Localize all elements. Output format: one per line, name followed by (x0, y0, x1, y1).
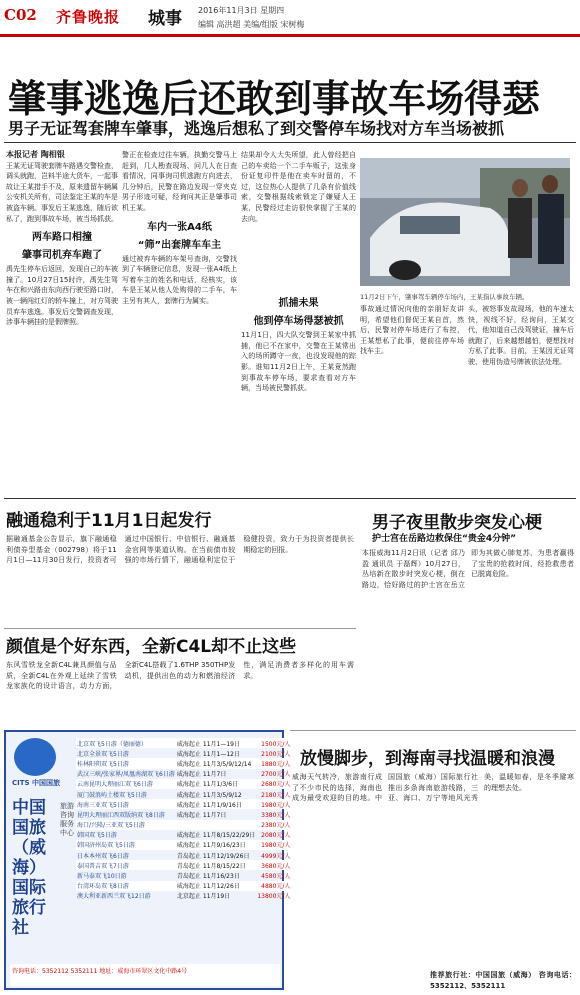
tour-cell: 2700元/人 (261, 771, 291, 779)
article-col-2 (122, 150, 237, 490)
tour-cell: 11月9/16/23日 (202, 842, 246, 850)
tour-cell: 威海起止 (176, 771, 201, 779)
photo-caption: 11月2日下午，肇事驾车辆停车场内，王某指认事故车辆。 (360, 293, 529, 301)
article-title: 放慢脚步，到海南寻找温暖和浪漫 (300, 749, 555, 769)
subheading: 抓捕未果 (278, 298, 319, 310)
paragraph: 王某无证驾驶套牌车路遇交警检查，调头就跑，岂料半途大货车，一起事故让王某措手不及，原来遗留车辆属公安机关所有，司法鉴定王某的车是被盗车辆。事发后王某逃逸，随后欲私了，跑到事故车场，被当场抓获。 (6, 161, 118, 223)
editor-credits: 编辑 高洪超 美编/组版 宋树梅 (198, 20, 305, 29)
tour-cell: 11月1—12日 (202, 750, 240, 758)
article-col-5 (468, 304, 574, 490)
travel-advertisement (4, 730, 291, 990)
newspaper-brand: 齐鲁晚报 (56, 8, 121, 26)
section-title: 城事 (148, 9, 182, 29)
tour-cell: 北京起止 (176, 893, 201, 901)
tour-cell: 威海起止 (176, 750, 201, 758)
tour-cell: 威海起止 (176, 760, 201, 768)
ad-service-label: 旅游咨询服务中心 (60, 802, 74, 837)
tour-cell: 昆明大理丽江西双版纳双飞8日游 (77, 811, 165, 819)
paragraph: 头，被怒事发故现场，他的车速太快，视线不好，经询问，王某交代，他知道自己没驾驶证，撞车后就跑了，后来越想越怕，便想找对方私了此事。目前，王某因无证驾驶、使用伪造号牌被依法处理。 (468, 305, 574, 366)
tour-row (76, 860, 291, 870)
page-header (0, 0, 580, 40)
tour-cell: 2380元/人 (261, 822, 291, 830)
tour-row (76, 850, 291, 860)
tour-cell: 11月1/3/6日 (202, 781, 239, 789)
tour-cell: 澳大利亚新西兰双飞12日游 (77, 893, 151, 901)
ad-brand: CITS 中国国旅 (12, 779, 60, 787)
tour-cell: 11月3/5/9/12/14 (202, 760, 252, 768)
tour-cell: 青岛起止 (176, 852, 201, 860)
divider (4, 498, 576, 499)
tour-cell: 1980元/人 (261, 842, 291, 850)
article-title: 男子夜里散步突发心梗 (372, 513, 542, 533)
subheading: 车内一张A4纸 (147, 221, 212, 233)
tour-cell: 威海起止 (176, 842, 201, 850)
tour-cell: 桂林阳朔双飞5日游 (77, 760, 129, 768)
tour-cell: 1880元/人 (261, 760, 291, 768)
paragraph: 禹先生停车后返回，发现自己的车被撞了。10月27日15时许，禹先生驾车在和兴路由东向西行驶至路口时，被一辆闯红灯的轿车撞上，对方驾驶员弃车逃逸。事发后交警调查发现，涉事车辆挂的是假牌照。 (6, 265, 118, 327)
page-number: C02 (4, 6, 37, 24)
tour-cell: 11月1—19日 (202, 740, 240, 748)
tour-cell: 2100元/人 (261, 750, 291, 758)
main-headline: 肇事逃逸后还敢到事故车场得瑟 (8, 77, 541, 121)
tour-cell: 2180元/人 (261, 791, 291, 799)
tour-cell: 11月1/9/16日 (202, 801, 242, 809)
tour-cell: 3380元/人 (261, 811, 291, 819)
tour-cell: 11月12/19/26日 (202, 852, 250, 860)
tour-cell: 4880元/人 (261, 883, 291, 891)
tour-cell: 威海起止 (176, 832, 201, 840)
tour-cell: 4999元/人 (261, 852, 291, 860)
article-body: 据融通基金公告显示，旗下融通稳利债券型基金（002798）将于11月1日—11月30日发行，投资者可通过中国银行、中信银行、融通基金官网等渠道认购。在当前债市较强的市场行情下，融通稳利定位于稳健投资，致力于为投资者提供长期稳定的回报。 (6, 535, 354, 565)
article-subtitle: 护士宫在岳路边救保住“贵金4分钟” (372, 534, 517, 544)
news-photo (360, 158, 570, 286)
divider (4, 628, 356, 629)
cits-logo-icon (14, 738, 56, 776)
issue-date: 2016年11月3日 星期四 (198, 6, 285, 15)
tour-cell: 海南三亚双飞5日游 (77, 801, 129, 809)
tour-row (76, 830, 291, 840)
tour-cell: 4580元/人 (261, 873, 291, 881)
tour-cell: 11月8/15/22日 (202, 862, 246, 870)
paragraph: 11月1日，四大队交警到王某家中抓捕，他已不在家中，交警在王某常出入的场所蹲守一夜，也没发现他的踪影。谁知11月2日上午，王某竟然跑到事故车停车场，要求查看对方车辆，当场被民警抓获。 (241, 331, 356, 393)
tour-cell: 1980元/人 (261, 801, 291, 809)
tour-cell: 青岛起止 (176, 862, 201, 870)
article-col-3 (241, 150, 356, 490)
tour-cell: 台湾环岛双飞8日游 (77, 883, 129, 891)
tour-row (76, 779, 291, 789)
tour-cell: 11月2/5/6日 (202, 822, 239, 830)
tour-cell: 厦门鼓浪屿土楼双飞5日游 (77, 791, 147, 799)
tour-cell: 泰国普吉双飞7日游 (77, 862, 129, 870)
tour-row (76, 748, 291, 758)
article-body: 威海天气转冷，旅游南行成了不少市民的选择，海南也成为最受欢迎的目的地。中国国旅（威海）国际旅行社推出多条海南旅游线路，三亚、海口、万宁等地风光秀美，温暖如春，是冬季避寒的理想去处。 (292, 773, 574, 803)
tour-cell: 13800元/人 (257, 893, 291, 901)
divider (4, 142, 576, 143)
tour-row (76, 820, 291, 830)
paragraph: 警正在检查过往车辆，执勤交警马上赶到，几人勘查现场、问几人在日查看情况，同事询司机逃跑方向进去，几分钟后，民警在路边发现一穿夹克男子形迹可疑，经询问其正是肇事司机王某。 (122, 151, 237, 212)
tour-table (76, 738, 291, 901)
article-body: 东风雪铁龙全新C4L兼具颜值与品质，全新C4L在外观上延续了雪铁龙家族化的设计语言，动力方面，全新C4L搭载了1.6THP 350THP发动机，提供出色的动力和燃油经济性，满足消费者多样化的用车需求。 (6, 661, 354, 691)
tour-cell: 日本本州双飞6日游 (77, 852, 129, 860)
main-subhead: 男子无证驾套牌车肇事，逃逸后想私了到交警停车场找对方车当场被抓 (8, 119, 505, 138)
tour-cell: 威海起止 (176, 822, 201, 830)
paragraph: 事故通过情况向他的亲朋好友讲明，希望他们督促王某自首，然后，民警对停车场进行了布控，王某想私了此事，便前往停车场找车主。 (360, 305, 464, 356)
tour-cell: 3680元/人 (261, 862, 291, 870)
tour-cell: 11月16/23日 (202, 873, 240, 881)
tour-cell: 2680元/人 (261, 781, 291, 789)
subheading: 两车路口相撞 (32, 232, 92, 244)
tour-row (76, 881, 291, 891)
tour-cell: 11月19日 (202, 893, 231, 901)
article-title: 颜值是个好东西，全新C4L却不止这些 (6, 637, 297, 657)
header-rule (0, 34, 580, 37)
tour-row (76, 809, 291, 819)
subheading: 他到停车场得瑟被抓 (253, 316, 344, 328)
travel-contact: 推荐旅行社：中国国旅（威海） 咨询电话：5352112、5352111 (430, 971, 576, 990)
tour-row (76, 799, 291, 809)
tour-cell: 11月7日 (202, 771, 227, 779)
tour-row (76, 738, 291, 748)
tour-cell: 韩国双飞5日游 (77, 832, 117, 840)
article-col-4 (360, 304, 464, 490)
tour-cell: 11月7日 (202, 811, 227, 819)
tour-row (76, 891, 291, 901)
article-col-1 (6, 150, 118, 490)
tour-cell: 武汉三峡/张家界/凤凰南湖双飞6日游 (77, 771, 175, 779)
tour-cell: 云南昆明大理丽江双飞6日游 (77, 781, 153, 789)
paragraph: 通过被弃车辆的车架号查询，交警找到了车辆登记信息，发现一张A4纸上写着车主的姓名和电话，经核实，该车是王某从他人处购得的二手车，车主另有其人，套牌行为属实。 (122, 254, 237, 305)
byline: 本报记者 陶相银 (6, 150, 65, 159)
tour-cell: 11月3/5/9/12 (202, 791, 242, 799)
article-title: 融通稳利于11月1日起发行 (6, 511, 212, 531)
tour-row (76, 840, 291, 850)
tour-cell: 韩国济州岛双飞5日游 (77, 842, 135, 850)
paragraph: 结果却令人大失所望，此人曾经把自己的车卖给一个二手车贩子，这张身份证复印件是他在卖车时留的，不过，这位热心人提供了几条有价值线索，交警根据线索锁定了嫌疑人王某，民警经过走访很快掌握了王某的去向。 (241, 151, 356, 223)
tour-cell: 威海起止 (176, 791, 201, 799)
subheading: 肇事司机弃车跑了 (22, 250, 102, 262)
tour-cell: 11月12/26日 (202, 883, 240, 891)
tour-cell: 威海起止 (176, 740, 201, 748)
tour-row (76, 769, 291, 779)
tour-cell: 北京双飞5日游（德丽德） (77, 740, 147, 748)
tour-row (76, 870, 291, 880)
article-body: 本报威海11月2日讯（记者 邱乃盈 通讯员 于磊辉）10月27日，丛培新在散步时突发心梗，倒在路边，恰好路过的护士宫在岳立即为其做心肺复苏，为患者赢得了宝贵的抢救时间，经抢救患者已脱离危险。 (362, 549, 574, 589)
tour-cell: 威海起止 (176, 781, 201, 789)
tour-cell: 北京全景双飞5日游 (77, 750, 129, 758)
tour-cell: 海口/兴隆/三亚双飞5日游 (77, 822, 145, 830)
tour-cell: 威海起止 (176, 811, 201, 819)
tour-cell: 11月8/15/22/29日 (202, 832, 256, 840)
tour-row (76, 789, 291, 799)
ad-agency-name: 中国国旅（威海）国际旅行社 (12, 798, 46, 938)
ad-footer: 咨询电话：5352112 5352111 地址：威海市环翠区文化中路4号 (10, 964, 280, 986)
subheading: “筛”出套牌车车主 (137, 239, 222, 251)
tour-cell: 威海起止 (176, 801, 201, 809)
tour-cell: 青岛起止 (176, 873, 201, 881)
tour-cell: 2080元/人 (261, 832, 291, 840)
tour-cell: 威海起止 (176, 883, 201, 891)
tour-cell: 新马泰双飞10日游 (77, 873, 127, 881)
tour-row (76, 758, 291, 768)
divider (290, 730, 576, 731)
tour-cell: 1500元/人 (261, 740, 291, 748)
